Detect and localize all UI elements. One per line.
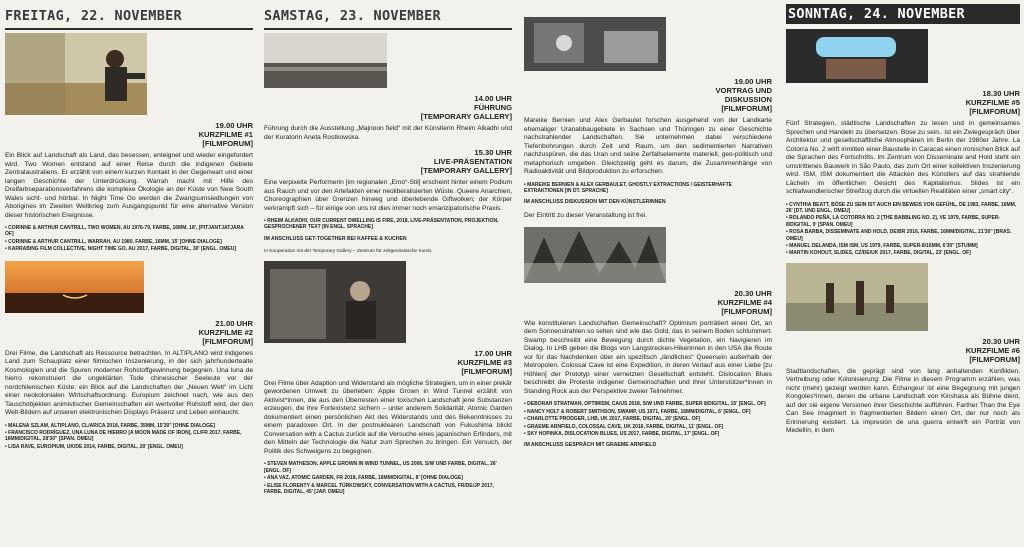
event-description: Fünf Strategien, städtische Landschaften zu lesen und in gemeinsames Sprechen und Handeln zu übersetzen. Bòse zu sein.. ist ein Zwiegespräch über Architektur und gesellschaftliche Atmosphären im Berlin der 1980er Jahre. La Cotorra No. 2 wirft inmitten einer Baustelle in Caracas einen ironischen Blick auf die Sprachen des Fortschritts. Im Zentrum von Disseminate and Hold steht ein umstrittenes Bauwerk in São Paulo, das zum Ort einer kollektiven Inszenierung wird. ISM, ISM dokumentiert die Attacken des Künstlers auf das strahlende Lächeln im öffentlichen Gesicht des Kapitalismus. Slides ist ein schlafwandlerischer Streifzug durch die virtuellen Realitäten einer „smart city“. [786, 120, 1020, 195]
column-saturday-continued [524, 0, 772, 547]
event-time: 15.30 UHR LIVE-PRÄSENTATION [TEMPORARY GALLERY] [420, 148, 512, 175]
credit-item: • MAREIKE BERNIEN & ALEX GERBAULET, GHOSTLY EXTRACTIONS / GEISTERHAFTE EXTRAKTIONEN [IN DT. SPRACHE] [524, 182, 772, 195]
film-still-ism-ism [786, 29, 928, 83]
credit-item: • MARTIN KOHOUT, SLIDES, CZ/DE/UK 2017, FARBE, DIGITAL, 22' [ENGL. OF] [786, 250, 1020, 256]
admission-note: Der Eintritt zu dieser Veranstaltung ist frei. [524, 212, 648, 220]
credit-item: • MALENA SZLAM, ALTIPLANO, CL/AR/CA 2018, FARBE, 35MM, 15'30" [OHNE DIALOGE] [5, 423, 253, 429]
follow-up-note: IM ANSCHLUSS DISKUSSION MIT DEN KÜNSTLERINNEN [524, 199, 666, 206]
credit-item: • GRAEME ARNFIELD, COLOSSAL CAVE, UK 2016, FARBE, DIGITAL, 11' [ENGL. OF] [524, 424, 772, 430]
credit-item: • FRANCISCO RODRÍGUEZ, UNA LUNA DE HIERRO [A MOON MADE OF IRON], CL/FR 2017, FARBE, 16MM/DIGITAL, 28'30" [SPAN. OMEU] [5, 430, 253, 443]
event-time: 20.30 UHR KURZFILME #6 [FILMFORUM] [965, 336, 1020, 364]
film-still-altiplano [5, 261, 144, 313]
exhibition-image [264, 33, 387, 88]
cooperation-note: In Kooperation mit der Temporary Gallery – Zentrum für zeitgenössische Kunst. [264, 248, 433, 254]
event-time: 19.00 UHR VORTRAG UND DISKUSSION [FILMFORUM] [715, 77, 772, 113]
film-credits [5, 423, 253, 451]
credit-item: • CORINNE & ARTHUR CANTRILL, TWO WOMEN, AU 1976-79, FARBE, 16MM, 18', [PITJANTJATJARA OF] [5, 225, 253, 238]
event-time: 18.30 UHR KURZFILME #5 [FILMFORUM] [965, 89, 1020, 116]
day-heading-sunday: SONNTAG, 24. NOVEMBER [786, 4, 1020, 24]
day-heading-saturday: SAMSTAG, 23. NOVEMBER [264, 8, 441, 24]
credit-item: • MANUEL DELANDA, ISM ISM, US 1979, FARBE, SUPER-8/16MM, 6'30" [STUMM] [786, 243, 1020, 249]
film-still-two-women [5, 33, 147, 115]
credit-item: • SKY HOPINKA, DISLOCATION BLUES, US 2017, FARBE, DIGITAL, 17' [ENGL. OF] [524, 431, 772, 437]
film-credits [264, 461, 512, 495]
follow-up-note: IM ANSCHLUSS GESPRÄCH MIT GRAEME ARNFIELD [524, 442, 657, 449]
event-description: Eine verpixelte Performerin [im regionalen „Emo“-Stil] erscheint hinter einem Podium aus Rauch und vor den Artefakten einer neoliberalisierten Wüste. Queere Anarchien, Choreographien über Grenzen hinweg und überlebende Giftwolken; der Körper verkrampft sich – für einige von uns ist dies immer noch emanzipatorische Praxis. [264, 179, 512, 212]
column-friday [5, 0, 253, 547]
event-time: 17.00 UHR KURZFILME #3 [FILMFORUM] [457, 348, 512, 376]
event-time: 21.00 UHR KURZFILME #2 [FILMFORUM] [198, 318, 253, 346]
event-description: Ein Blick auf Landschaft als Land, das besessen, enteignet und wieder eingefordert wird. Two Women entstand auf einer Reise durch die indigenen Gebiete Zentralaustraliens. Er erzählt von einem kurzen Kontakt in der Gegenwart und einer langen Geschichte der Unterdrückung. Warrah macht mit Hilfe des Dreifarbseparationsverfahrens die komplexe Ökologie an der Küste von New South Wales sicht- und hörbar. In Night Time Go werden die Zwangsumsiedlungen von Aborigines im Zweiten Weltkrieg zum Ausgangspunkt für eine alternative Version dieser historischen Ereignisse. [5, 152, 253, 219]
film-still-echangeur [786, 263, 928, 331]
event-credits [524, 182, 772, 195]
event-description: Führung durch die Ausstellung „Majnoon field“ mit der Künstlerin Rheim Alkadhi und der Kuratorin Aneta Rostkowska. [264, 125, 512, 141]
event-description: Drei Filme über Adaption und Widerstand als mögliche Strategien, um in einer prekär gewordenen Umwelt zu überleben: Apple Grown in Wind Tunnel erzählt von Aktivist*innen, die aus den Überresten einer toxischen Landschaft jene Substanzen erzeugen, die ihre Fortexistenz sichern – unter anderem Solidarität. Atomic Garden dokumentiert einen persönlichen Akt des Widerstands und des Bekenntnisses zu einem paradoxen Ort. In der postnuklearen Landschaft von Fukushima blickt Conversation with a Cactus zurück auf die Versuche eines japanischen Erfinders, mit den Mitteln der Technologie die Natur zum Sprechen zu bringen. Ein Versuch, der Politik des Schweigens zu begegnen. [264, 379, 512, 455]
credit-item: • ANA VAZ, ATOMIC GARDEN, FR 2018, FARBE, 16MM/DIGITAL, 8' [OHNE DIALOGE] [264, 475, 512, 481]
credit-item: • STEVEN MATHESON, APPLE GROWN IN WIND TUNNEL, US 2006, S/W UND FARBE, DIGITAL, 26' [ENGL. OF] [264, 461, 512, 474]
credit-item: • CORINNE & ARTHUR CANTRILL, WARRAH, AU 1980, FARBE, 16MM, 15' [OHNE DIALOGE] [5, 239, 253, 245]
film-still-atomic-garden [264, 261, 406, 343]
credit-item: • ROSA BARBA, DISSEMINATE AND HOLD, DE/BR 2016, FARBE, 16MM/DIGITAL, 21'30" [BRAS. OMEU] [786, 229, 1020, 242]
credit-item: • RHEIM ALKADHI, OUR CURRENT DWELLING IS FIRE, 2018, LIVE-PRÄSENTATION, PROJEKTION, GESPROCHENER TEXT [IN ENGL. SPRACHE] [264, 218, 512, 231]
event-description: Drei Filme, die Landschaft als Ressource betrachten. In ALTIPLANO wird indigenes Land zum Schauplatz einer filmischen Inszenierung, in der sich jahrhundertealte Kosmologien und die Spuren moderner Rohstoffgewinnung begegnen. Una luna de hierro rekonstruiert die ungeklärten Tode chinesischer Seeleute vor der nordchilenischen Küste: ein Blick auf die Landschaften der „Neuen Welt“ im Licht einer neokolonialen Wirtschaftsordnung. Europium zeichnet nach, wie aus den Tauschobjekten animistischer Gemeinschaften ein wertvoller Rohstoff wird, der den Welt-Bildern auf unseren elektronischen Displays Präsenz und Leben einhaucht. [5, 349, 253, 417]
day-heading-friday: FREITAG, 22. NOVEMBER [5, 8, 182, 24]
event-description: Stadtlandschaften, die geprägt sind von lang anhaltenden Konflikten, Vertreibung oder Kolonisierung: Die Filme in diesem Programm erzählen, was nicht (mehr) gezeigt werden kann. Échangeur ist eine Begegnung mit jungen Kongoles*innen, denen die urbane Landschaft von Kinshasa als Bühne dient, auf der sie eigene Versionen ihrer Geschichte aufführen. Farther Than the Eye Can See imaginiert in fragmentierten Bildern einen Ort, der nur noch als Erinnerung existiert. La impresión de una guerra entwirft ein Porträt von Medellín, in dem [786, 367, 1020, 435]
credit-item: • KARRABING FILM COLLECTIVE, NIGHT TIME GO, AU 2017, FARBE, DIGITAL, 30' [ENGL. OMEU] [5, 246, 253, 252]
event-time: 14.00 UHR FÜHRUNG [TEMPORARY GALLERY] [420, 94, 512, 121]
credit-item: • ROLANDO PEÑA, LA COTORRA NO. 2 [THE BABBLING NO. 2], VE 1979, FARBE, SUPER-8/DIGITAL, 9' [SPAN. OMEU] [786, 215, 1020, 228]
event-time: 19.00 UHR KURZFILME #1 [FILMFORUM] [198, 121, 253, 148]
event-description: Wie konstituieren Landschaften Gemeinschaft? Optimism porträtiert einen Ort, an dem Sonnenstrahlen so selten sind wie das Gold, das in seinem Boden schlummert. Swamp beschreibt eine Bewegung durch dichte Vegetation, ein Navigieren im Dialog. In LHB geben die Blogs von Langstrecken-Hikerinnen in den USA die Route vor für das Nachdenken über ein spezifisch „ländliches“ Queersein außerhalb der Metropolen. Colossal Cave ist eine Expedition, in deren Verlauf aus einer Liebe [zu Höhlen] der Prototyp einer vernetzten Gesellschaft entsteht. Dislocation Blues beschreibt die Proteste indigener Gemeinschaften und ihrer Unterstützer*innen in Standing Rock aus der Perspektive zweier Teilnehmer. [524, 319, 772, 395]
credit-item: • NANCY HOLT & ROBERT SMITHSON, SWAMP, US 1971, FARBE, 16MM/DIGITAL, 6' [ENGL. OF] [524, 409, 772, 415]
divider [264, 28, 512, 30]
lecture-image [524, 17, 666, 71]
film-credits [5, 225, 253, 253]
credit-item: • LISA RAVE, EUROPIUM, UK/DE 2014, FARBE, DIGITAL, 20' [ENGL. OMEU] [5, 444, 253, 450]
credit-item: • ELISE FLORENTY & MARCEL TÜRKOWSKY, CONVERSATION WITH A CACTUS, FR/DE/JP 2017, FARBE, DIGITAL, 45' [JAP. OMEU] [264, 483, 512, 496]
credit-item: • DEBORAH STRATMAN, OPTIMISM, CA/US 2018, S/W UND FARBE, SUPER 8/DIGITAL, 15' [ENGL. OF] [524, 401, 772, 407]
event-description: Mareike Bernien und Alex Gerbaulet forschen ausgehend von der Landkarte ehemaliger Uranabbaugebiete in Sachsen und Thüringen zu einer Geschichte nachstrahlender Landschaften. Sie unternehmen dabei verschiedene Tiefenbohrungen durch Zeit und Raum, um den sedimentierten Narrativen nachzuspüren, die das Uran und seine Zerfallselemente materiell, geo-politisch und metaphorisch umgeben. Gleichzeitig geht es darum, die Zusammenhänge von Radioaktivität und Bildproduktion zu erforschen. [524, 117, 772, 175]
film-credits [524, 401, 772, 437]
column-saturday [264, 0, 512, 547]
divider [5, 28, 253, 30]
event-credits [264, 218, 512, 231]
credit-item: • CHARLOTTE PRODGER, LHB, UK 2017, FARBE, DIGITAL, 20' [ENGL. OF] [524, 416, 772, 422]
follow-up-note: IM ANSCHLUSS GET-TOGETHER BEI KAFFEE & KUCHEN [264, 235, 407, 242]
film-still-swamp [524, 227, 666, 283]
column-sunday [786, 0, 1020, 547]
event-time: 20.30 UHR KURZFILME #4 [FILMFORUM] [717, 288, 772, 316]
film-credits [786, 202, 1020, 257]
credit-item: • CYNTHIA BEATT, BÖSE ZU SEIN IST AUCH EIN BEWEIS VON GEFÜHL, DE 1983, FARBE, 16MM, 26' [DT. UND ENGL. OMEU] [786, 202, 1020, 215]
